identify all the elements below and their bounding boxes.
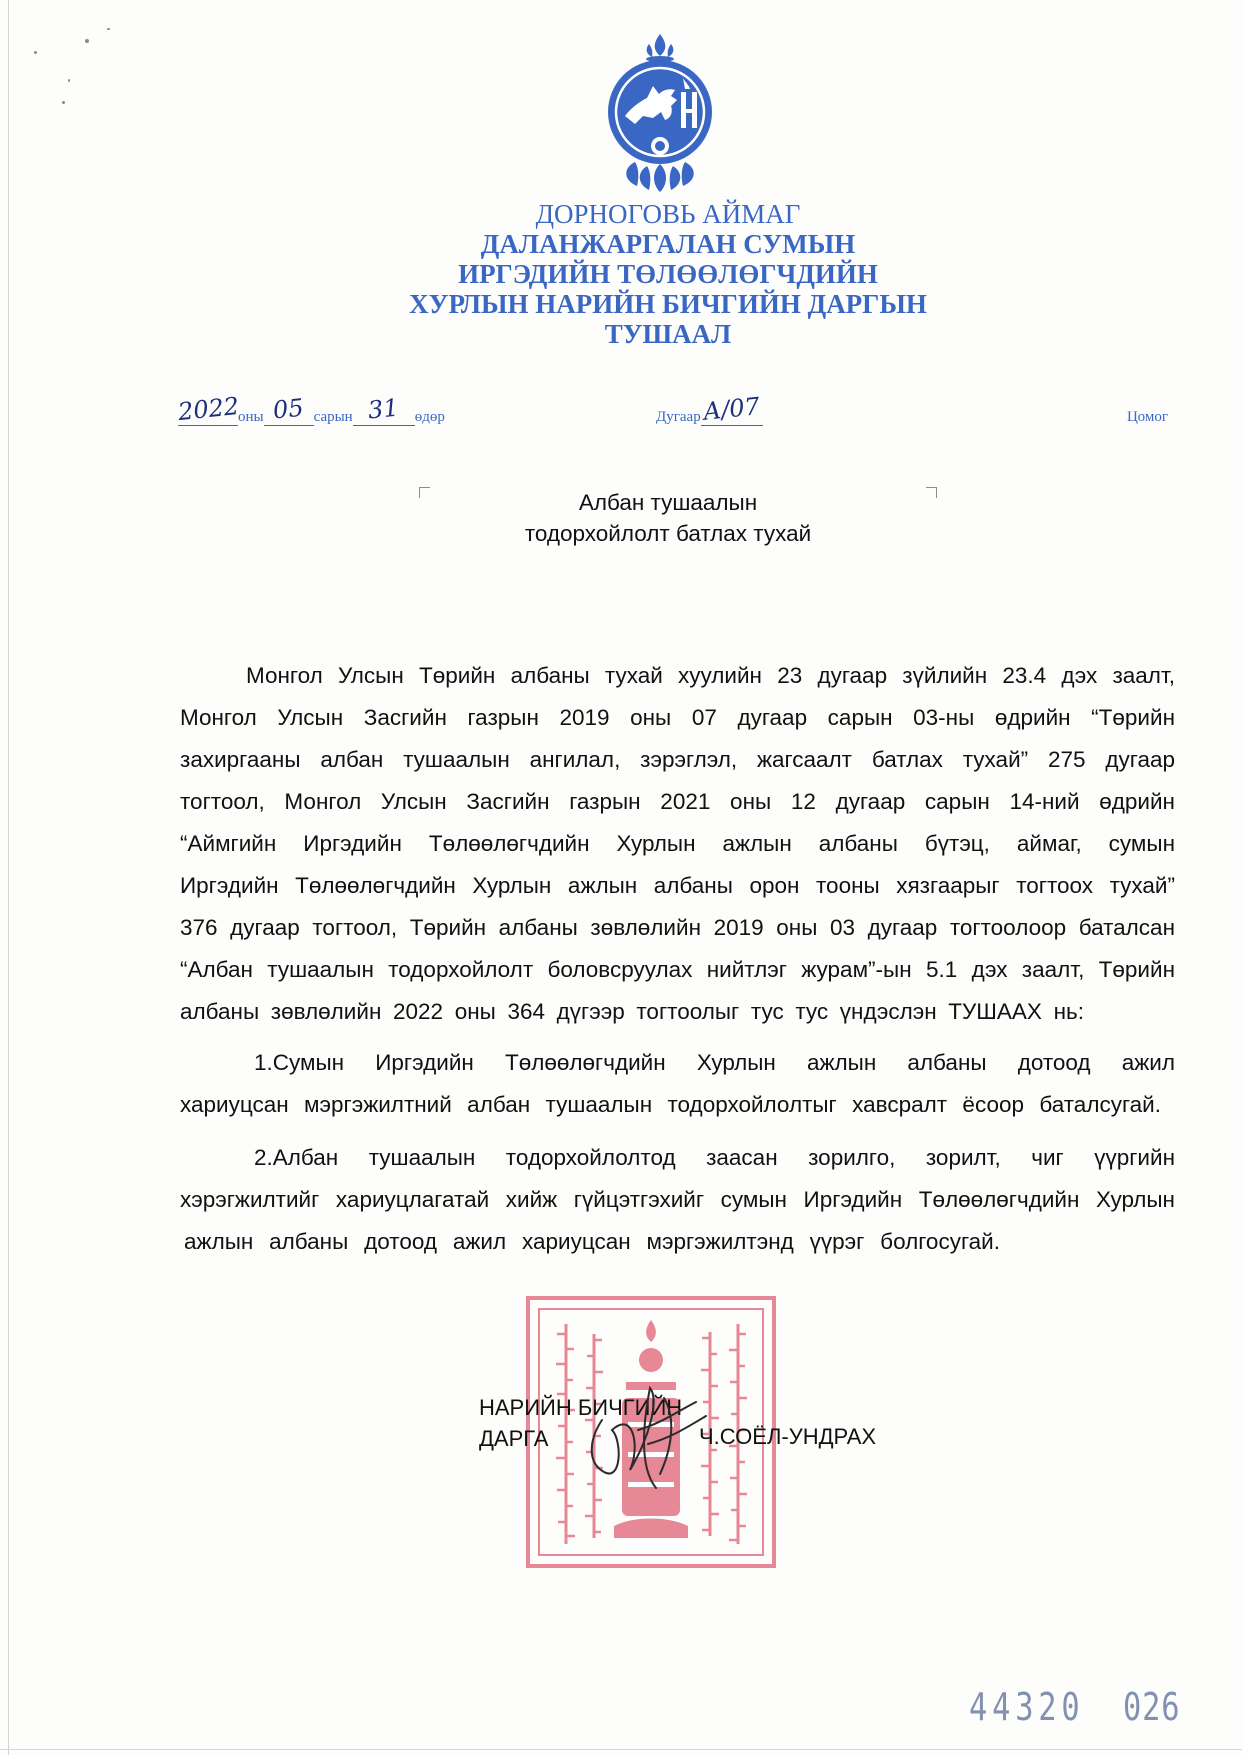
text-line: хэрэгжилтийг хариуцлагатай хийж гүйцэтгэхийг сумын Иргэдийн Төлөөлөгчдийн Хурлын [180,1187,1175,1212]
month-blank [264,395,314,426]
scan-speck [85,39,89,43]
signatory-position-line-1: НАРИЙН БИЧГИЙН [479,1395,683,1420]
order-number-label: Дугаар [656,409,701,425]
paragraph-item-2 [180,1137,1175,1263]
scan-speck [34,51,37,54]
letterhead [368,199,968,349]
signatory-name: Ч.СОЁЛ-УНДРАХ [699,1424,877,1449]
text-line: хариуцсан мэргэжилтний албан тушаалын тодорхойлолтыг хавсралт ёсоор баталсугай. [180,1092,1161,1117]
letterhead-soum: ДАЛАНЖАРГАЛАН СУМЫН [480,229,856,259]
text-line: ажлын албаны дотоод ажил хариуцсан мэргэжилтэнд үүрэг болгосугай. [184,1229,1000,1254]
text-line: “Албан тушаалын тодорхойлолт боловсруулах нийтлэг журам”-ын 5.1 дэх заалт, Төрийн [180,957,1175,982]
scan-edge-bottom [0,1749,1242,1750]
document-body [180,655,1175,1263]
day-label: өдөр [414,409,445,425]
year-handwritten: 2022 [176,391,241,427]
text-line: Монгол Улсын Төрийн албаны тухай хуулийн 23 дугаар зүйлийн 23.4 дэх заалт, [246,663,1175,688]
letterhead-office: ХУРЛЫН НАРИЙН БИЧГИЙН ДАРГЫН [409,289,927,319]
order-number-handwritten: А/07 [701,392,762,426]
year-blank [176,391,241,427]
order-number [656,392,763,426]
paragraph-item-1 [180,1042,1175,1126]
letterhead-council: ИРГЭДИЙН ТӨЛӨӨЛӨГЧДИЙН [458,259,878,289]
text-line: Иргэдийн Төлөөлөгчдийн Хурлын ажлын албаны орон тооны хязгаарыг тогтоох тухай” [180,873,1175,898]
text-line: 1.Сумын Иргэдийн Төлөөлөгчдийн Хурлын ажлын албаны дотоод ажил [254,1050,1175,1075]
signatory-position-line-2: ДАРГА [479,1426,549,1451]
scan-speck [68,79,70,82]
order-number-blank [701,392,763,426]
month-handwritten: 05 [271,393,306,425]
scan-speck [62,101,65,104]
registration-number-part-1: 44320 [969,1685,1085,1729]
title-line-2: тодорхойлолт батлах тухай [524,521,812,546]
document-title [368,487,968,549]
scan-edge-left [8,0,9,1755]
title-line-1: Албан тушаалын [578,490,758,515]
letterhead-doc-type: ТУШААЛ [604,319,732,349]
registration-number-part-2: 026 [1123,1685,1181,1729]
year-label: оны [238,409,264,425]
day-blank [353,395,415,426]
text-line: “Аймгийн Иргэдийн Төлөөлөгчдийн Хурлын ажлын албаны бүтэц, аймаг, сумын [180,831,1175,856]
paragraph-preamble [180,655,1175,1033]
text-line: албаны зөвлөлийн 2022 оны 364 дүгээр тогтоолыг тус тус үндэслэн ТУШААХ нь: [180,999,1084,1024]
text-line: 376 дугаар тогтоол, Төрийн албаны зөвлөлийн 2019 оны 03 дугаар тогтоолоор баталсан [180,915,1175,940]
handwritten-signature-icon [580,1378,710,1493]
state-emblem-icon [597,32,723,195]
date-line [176,391,445,427]
month-label: сарын [313,409,353,425]
text-line: Монгол Улсын Засгийн газрын 2019 оны 07 дугаар сарын 03-ны өдрийн “Төрийн [180,705,1175,730]
day-handwritten: 31 [367,393,401,425]
place-name: Цомог [1127,409,1168,425]
text-line: 2.Албан тушаалын тодорхойлолтод заасан зорилго, зорилт, чиг үүргийн [254,1145,1175,1170]
text-line: тогтоол, Монгол Улсын Засгийн газрын 2021 оны 12 дугаар сарын 14-ний өдрийн [180,789,1175,814]
letterhead-province: ДОРНОГОВЬ АЙМАГ [535,199,801,229]
scan-speck [107,28,110,30]
text-line: захиргааны албан тушаалын ангилал, зэрэглэл, жагсаалт батлах тухай” 275 дугаар [180,747,1175,772]
